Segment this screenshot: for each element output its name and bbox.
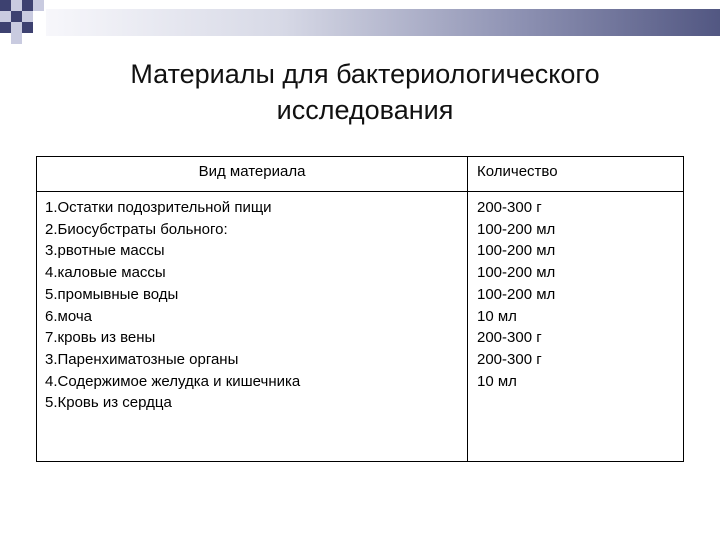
quantity-item: 200-300 г [477,199,542,216]
quantities-list [477,197,555,392]
quantity-item: 100-200 мл [477,285,556,303]
deco-square [0,11,11,22]
quantity-item: 100-200 мл [477,220,556,238]
quantity-item: 10 мл [477,307,517,325]
deco-square [22,11,33,22]
deco-square [11,22,22,33]
slide-title: Материалы для бактериологического исследования [130,59,600,125]
deco-square [0,0,11,11]
material-item: 3.рвотные массы [45,242,165,260]
material-item: 2.Биосубстраты больного: [45,220,228,238]
material-item: 4.каловые массы [45,264,166,282]
quantity-item: 100-200 мл [477,242,556,260]
deco-square [11,0,22,11]
deco-square [11,33,22,44]
header-divider [37,191,683,192]
quantity-item: 200-300 г [477,329,542,347]
material-item: 7.кровь из вены [45,329,156,347]
material-item: 6.моча [45,307,92,325]
deco-square [22,22,33,33]
material-item: 4.Содержимое желудка и кишечника [45,372,301,390]
materials-table [36,156,684,462]
header-band [46,9,720,36]
quantity-item: 100-200 мл [477,264,556,282]
deco-square [22,0,33,11]
material-item: 1.Остатки подозрительной пищи [45,199,272,216]
deco-square [0,22,11,33]
material-item: 3.Паренхиматозные органы [45,350,239,368]
material-item: 5.Кровь из сердца [45,394,172,412]
quantity-item: 10 мл [477,372,517,390]
deco-square [33,0,44,11]
header-material-type: Вид материала [198,163,306,180]
quantity-item: 200-300 г [477,350,542,368]
column-divider [467,157,468,461]
header-quantity: Количество [477,163,558,180]
deco-square [11,11,22,22]
materials-list [45,197,300,414]
material-item: 5.промывные воды [45,285,179,303]
